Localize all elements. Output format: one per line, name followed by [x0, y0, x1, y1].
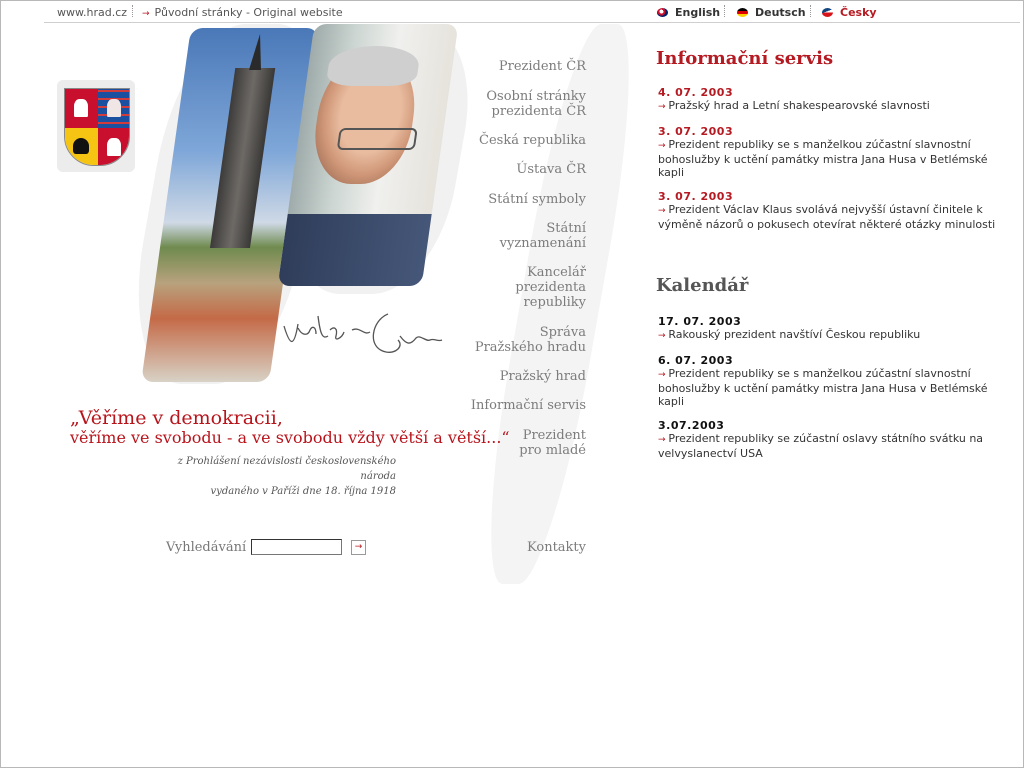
nav-item-prezident-cr[interactable] [499, 59, 586, 74]
coat-quarter [98, 128, 130, 166]
nav-item-statni-symboly[interactable] [488, 192, 586, 207]
nav-line: Ústava ČR [516, 162, 586, 177]
nav-item-sprava-hradu[interactable] [475, 325, 586, 355]
nav-item-kancelar-prezidenta[interactable] [515, 265, 586, 310]
news-item-link[interactable] [658, 99, 1014, 114]
news-date[interactable]: 3. 07. 2003 [658, 190, 734, 203]
nav-item-ustava[interactable] [516, 162, 586, 177]
nav-line: Osobní stránky [486, 89, 586, 104]
language-english-link[interactable] [657, 6, 720, 19]
language-label: Česky [840, 6, 877, 19]
news-item-link[interactable] [658, 203, 1014, 231]
nav-item-kontakty[interactable]: Kontakty [527, 540, 586, 555]
nav-line: republiky [523, 295, 586, 310]
news-date[interactable]: 3. 07. 2003 [658, 125, 734, 138]
calendar-date[interactable]: 3.07.2003 [658, 419, 725, 432]
news-date[interactable]: 4. 07. 2003 [658, 86, 734, 99]
nav-line: Státní [546, 221, 586, 236]
nav-item-prazsky-hrad[interactable] [500, 369, 586, 384]
main-navigation [456, 52, 586, 572]
flag-uk-icon [657, 8, 668, 17]
divider [132, 5, 133, 17]
site-link[interactable]: www.hrad.cz [57, 6, 128, 19]
nav-item-informacni-servis[interactable] [471, 398, 586, 413]
quote-line: „Věříme v demokracii, [70, 407, 283, 429]
calendar-item-link[interactable] [658, 432, 1014, 460]
nav-item-prezident-pro-mlade[interactable] [519, 428, 586, 458]
divider [810, 5, 811, 17]
nav-item-statni-vyznamenani[interactable] [500, 221, 586, 251]
search-label: Vyhledávání [166, 540, 247, 555]
language-label: English [675, 6, 721, 19]
eagle-silesia-icon [73, 138, 89, 154]
signature-image [280, 306, 446, 362]
nav-line: pro mladé [519, 443, 586, 458]
flag-cz-icon [822, 8, 833, 17]
calendar-title: Kalendář [656, 275, 749, 296]
quote-block [70, 408, 510, 448]
news-item-link[interactable] [658, 138, 1014, 179]
original-website-link[interactable] [142, 6, 343, 19]
nav-line: Správa [539, 325, 586, 340]
nav-line: prezidenta [515, 280, 586, 295]
quote-source [160, 454, 396, 499]
calendar-item-link[interactable] [658, 328, 1014, 343]
flag-de-icon [737, 8, 748, 17]
news-item-text: → Prezident Václav Klaus svolává nejvyšší ústavní činitele k výměně názorů o pokusech otevírat některé otázky minulosti [658, 203, 1014, 231]
lion-icon [74, 99, 88, 117]
top-bar-divider [44, 22, 1020, 23]
quote-line: věříme ve svobodu - a ve svobodu vždy větší a větší...“ [70, 428, 510, 447]
nav-line: Pražského hradu [474, 340, 586, 355]
language-label: Deutsch [755, 6, 806, 19]
nav-item-ceska-republika[interactable] [479, 133, 586, 148]
glasses-shape [337, 128, 418, 150]
coat-quarter [98, 89, 130, 128]
nav-item-osobni-stranky[interactable] [486, 89, 586, 119]
calendar-item-text: → Prezident republiky se s manželkou zúčastní slavnostní bohoslužby k uctění památky mistra Jana Husa v Betlémské kapli [658, 367, 1014, 408]
eagle-moravia-icon [107, 99, 121, 117]
nav-line: Prezident [522, 428, 586, 443]
news-item-text: → Prezident republiky se s manželkou zúčastní slavnostní bohoslužby k uctění památky mistra Jana Husa v Betlémské kapli [658, 138, 1014, 179]
search-input[interactable] [251, 539, 342, 555]
original-website-label: Původní stránky - Original website [154, 6, 343, 19]
cathedral-tower-shape [210, 68, 275, 248]
suit-shape [278, 214, 448, 286]
coat-of-arms-icon[interactable] [64, 88, 130, 166]
language-german-link[interactable] [737, 6, 806, 19]
nav-line: Pražský hrad [499, 369, 586, 384]
nav-line: Informační servis [470, 398, 586, 413]
nav-line: prezidenta ČR [491, 104, 586, 119]
nav-line: Prezident ČR [498, 59, 586, 74]
top-bar [0, 0, 1024, 22]
calendar-item-text: → Prezident republiky se zúčastní oslavy státního svátku na velvyslanectví USA [658, 432, 1014, 460]
info-service-title: Informační servis [656, 48, 834, 69]
calendar-date[interactable]: 17. 07. 2003 [658, 315, 742, 328]
quote-source-line: z Prohlášení nezávislosti československého národa [177, 456, 396, 482]
search-submit-button[interactable]: → [351, 540, 366, 555]
calendar-item-link[interactable] [658, 367, 1014, 408]
calendar-date[interactable]: 6. 07. 2003 [658, 354, 734, 367]
lion-icon [107, 138, 121, 156]
coat-quarter [65, 128, 98, 166]
quote-source-line: vydaného v Paříži dne 18. října 1918 [210, 486, 396, 497]
nav-line: vyznamenání [499, 236, 586, 251]
language-czech-link[interactable] [822, 6, 877, 19]
arrow-icon: → [142, 9, 150, 19]
nav-line: Česká republika [479, 133, 586, 148]
news-item-text: → Pražský hrad a Letní shakespearovské slavnosti [658, 99, 1014, 114]
nav-line: Státní symboly [488, 192, 586, 207]
calendar-item-text: → Rakouský prezident navštíví Českou republiku [658, 328, 1014, 343]
hair-shape [326, 46, 422, 86]
nav-line: Kancelář [527, 265, 586, 280]
divider [724, 5, 725, 17]
coat-quarter [65, 89, 98, 128]
